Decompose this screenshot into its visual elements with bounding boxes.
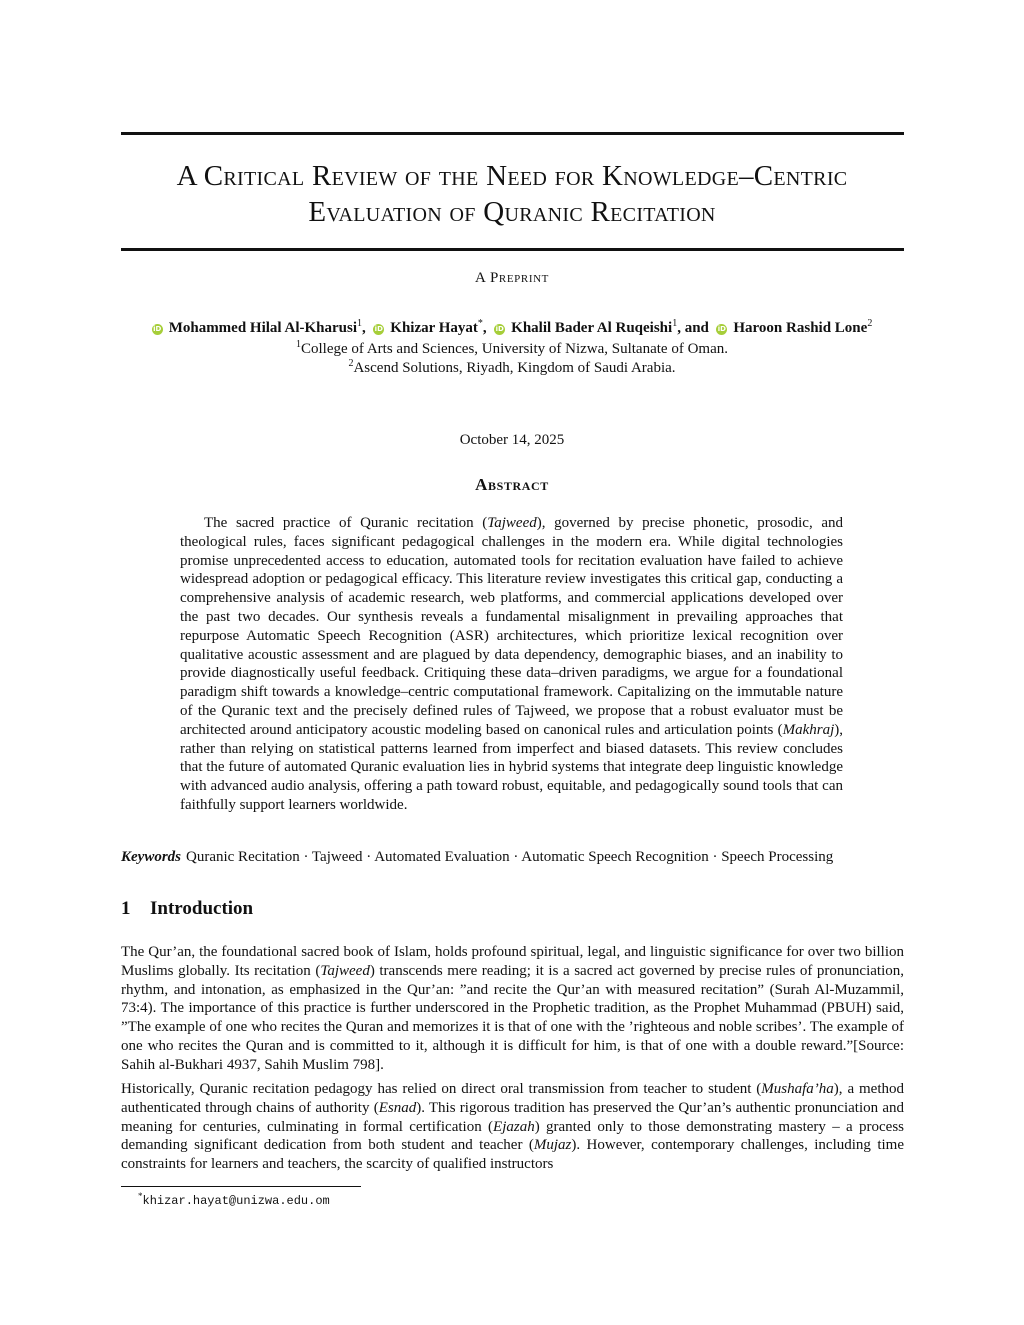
title-top-rule bbox=[121, 132, 904, 135]
abstract-text: ), governed by precise phonetic, prosodic, and theological rules, faces significant pedagogical challenges in the modern era. While digital technologies promise unprecedented access to education, automated tools for recitation evaluation have failed to achieve widespread adoption or pedagogical efficacy. This literature review investigates this critical gap, conducting a comprehensive analysis of academic research, web platforms, and commercial applications developed over the past two decades. Our synthesis reveals a fundamental misalignment in prevailing approaches that repurpose Automatic Speech Recognition (ASR) architectures, which prioritize lexical recognition over qualitative acoustic assessment and are plagued by data dependency, demographic biases, and an inability to provide diagnostically useful feedback. Critiquing these data–driven paradigms, we argue for a foundational paradigm shift towards a knowledge–centric computational framework. Capitalizing on the immutable nature of the Quranic text and the precisely defined rules of Tajweed, we propose that a robust evaluator must be architected around anticipatory acoustic modeling based on canonical rules and articulation points ( bbox=[180, 515, 844, 738]
keywords-label: Keywords bbox=[121, 849, 181, 865]
affiliation-text: Ascend Solutions, Riyadh, Kingdom of Saudi Arabia. bbox=[353, 360, 676, 376]
keywords-list: Quranic Recitation · Tajweed · Automated Evaluation · Automatic Speech Recognition · Speech Processing bbox=[186, 849, 834, 865]
paragraph-term: Esnad bbox=[378, 1099, 417, 1116]
abstract-term: Tajweed bbox=[487, 515, 537, 531]
paragraph-text: ) granted only to those demonstrating mastery – a process demanding significant dedication from both student and teacher ( bbox=[121, 1118, 904, 1154]
keywords-line bbox=[121, 849, 904, 866]
author-sep: , bbox=[482, 320, 487, 336]
orcid-icon[interactable]: iD bbox=[495, 325, 504, 333]
title-line-2: Evaluation of Quranic Recitation bbox=[308, 196, 716, 228]
affiliation-sup: 1 bbox=[296, 339, 301, 350]
paragraph-1 bbox=[121, 943, 904, 1075]
author-name: Khizar Hayat bbox=[390, 320, 478, 336]
orcid-icon[interactable]: iD bbox=[374, 325, 383, 333]
author-item bbox=[370, 320, 487, 336]
affiliation-sup: 2 bbox=[348, 358, 354, 369]
footnote bbox=[138, 1191, 330, 1208]
paper-date: October 14, 2025 bbox=[459, 432, 565, 448]
author-sup: 1 bbox=[672, 318, 678, 329]
affiliation-1 bbox=[0, 339, 1024, 358]
orcid-icon[interactable]: iD bbox=[717, 325, 726, 333]
abstract-body bbox=[180, 514, 843, 815]
affiliation-text: College of Arts and Sciences, University of Nizwa, Sultanate of Oman. bbox=[301, 341, 728, 357]
author-item bbox=[490, 320, 708, 336]
footnote-email[interactable]: khizar.hayat@unizwa.edu.om bbox=[142, 1194, 330, 1208]
author-name: Mohammed Hilal Al-Kharusi bbox=[168, 320, 358, 336]
author-list bbox=[100, 318, 924, 337]
paragraph-2 bbox=[121, 1080, 904, 1174]
title-bottom-rule bbox=[121, 248, 904, 251]
footnote-rule bbox=[121, 1186, 361, 1187]
author-sup: 1 bbox=[357, 318, 363, 329]
paragraph-text: The Qur’an, the foundational sacred book of Islam, holds profound spiritual, legal, and linguistic significance for over two billion Muslims globally. Its recitation ( bbox=[121, 944, 904, 979]
paragraph-text: ). This rigorous tradition has preserved the Qur’an’s authentic pronunciation and meaning for centuries, culminating in formal certification ( bbox=[121, 1099, 904, 1135]
author-name: Khalil Bader Al Ruqeishi bbox=[511, 320, 673, 336]
abstract-text: The sacred practice of Quranic recitation ( bbox=[204, 515, 488, 531]
abstract-term: Makhraj bbox=[782, 721, 835, 738]
paper-title bbox=[100, 158, 924, 230]
affiliation-2 bbox=[0, 358, 1024, 377]
section-number: 1 bbox=[121, 898, 131, 919]
paragraph-text: Historically, Quranic recitation pedagogy has relied on direct oral transmission from teacher to student ( bbox=[121, 1081, 762, 1097]
paragraph-text: ) transcends mere reading; it is a sacred act governed by precise rules of pronunciation, rhythm, and intonation, as emphasized in the Qur’an: ”and recite the Qur’an with measured recitation” (Surah Al-Muzammil, 73:4). The importance of this practice is further underscored in the Prophetic tradition, as the Prophet Muhammad (PBUH) said, ”The example of one who recites the Quran and memorizes it is that of one with the ’righteous and noble scribes’. The example of one who recites the Quran and is committed to it, although it is difficult for him, is that of one with a double reward.”[Source: Sahih al-Bukhari 4937, Sahih Muslim 798]. bbox=[121, 962, 904, 1073]
paragraph-term: Mujaz bbox=[533, 1137, 572, 1154]
author-item bbox=[713, 320, 873, 336]
author-sup: 2 bbox=[867, 318, 873, 329]
author-sep: , bbox=[362, 320, 366, 336]
paragraph-text: ). However, contemporary challenges, including time constraints for learners and teachers, the scarcity of qualified instructors bbox=[121, 1137, 904, 1173]
author-sep: , and bbox=[677, 320, 709, 336]
paragraph-term: Ejazah bbox=[493, 1118, 535, 1135]
orcid-icon[interactable]: iD bbox=[153, 325, 162, 333]
author-item bbox=[152, 320, 366, 336]
preprint-label: A Preprint bbox=[475, 270, 549, 286]
section-heading bbox=[121, 898, 253, 920]
footnote-mark: * bbox=[138, 1191, 143, 1201]
section-title: Introduction bbox=[150, 898, 254, 919]
title-line-1: A Critical Review of the Need for Knowledge–Centric bbox=[176, 160, 848, 192]
author-name: Haroon Rashid Lone bbox=[733, 320, 868, 336]
paragraph-term: Mushafa’ha bbox=[761, 1081, 834, 1097]
paragraph-text: ), a method authenticated through chains of authority ( bbox=[121, 1081, 904, 1116]
paragraph-term: Tajweed bbox=[320, 962, 370, 979]
abstract-text: ), rather than relying on statistical patterns learned from imperfect and biased datasets. This review concludes that the future of automated Quranic evaluation lies in hybrid systems that integrate deep linguistic knowledge with advanced audio analysis, offering a path toward robust, equitable, and pedagogically sound tools that can faithfully support learners worldwide. bbox=[180, 721, 843, 813]
abstract-heading: Abstract bbox=[475, 475, 549, 494]
author-sup: * bbox=[477, 318, 483, 329]
